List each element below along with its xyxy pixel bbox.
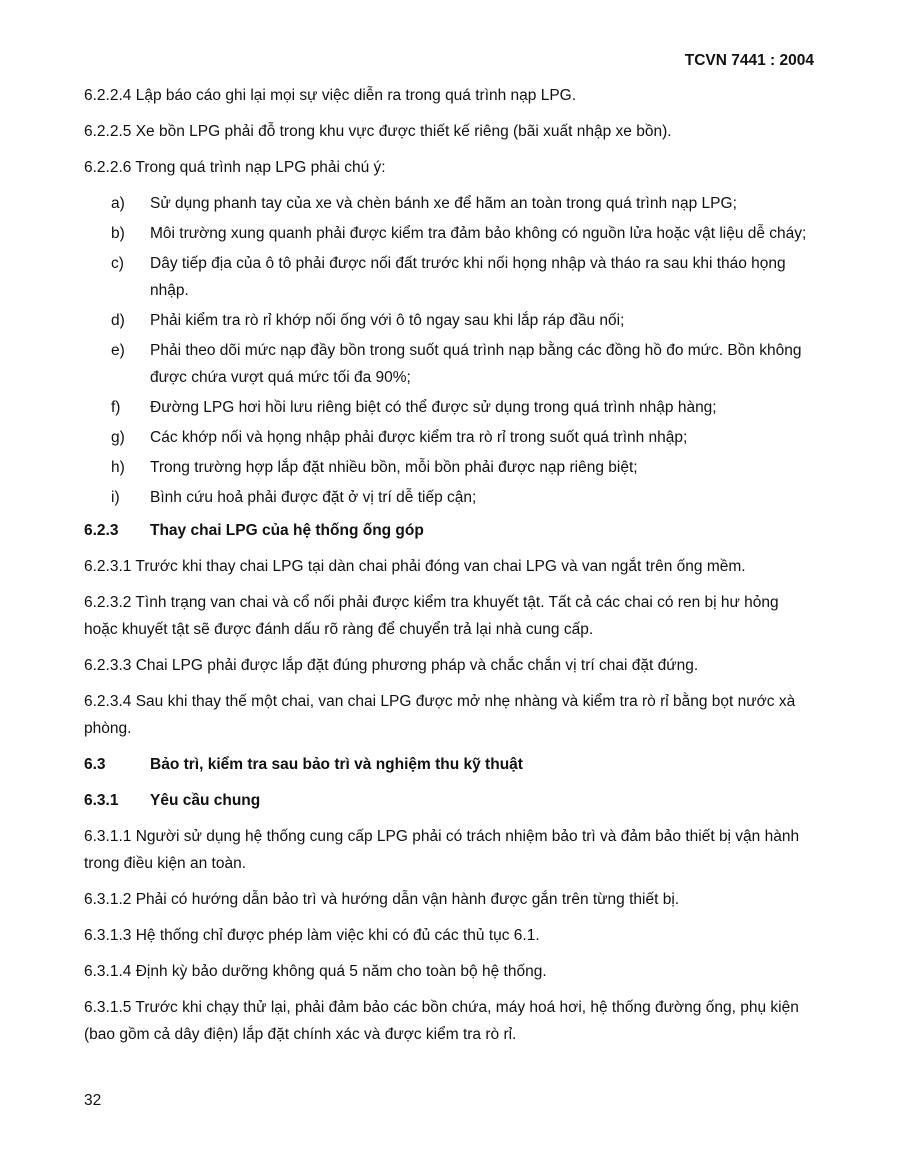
section-title: Thay chai LPG của hệ thống ống góp: [150, 522, 424, 539]
section-title: Bảo trì, kiểm tra sau bảo trì và nghiệm thu kỹ thuật: [150, 756, 523, 773]
section-title: Yêu cầu chung: [150, 792, 261, 809]
paragraph-6-3-1-1: 6.3.1.1 Người sử dụng hệ thống cung cấp LPG phải có trách nhiệm bảo trì và đảm bảo thiết bị vận hành trong điều kiện an toàn.: [84, 828, 800, 872]
paragraph-6-2-2-4: 6.2.2.4 Lập báo cáo ghi lại mọi sự việc diễn ra trong quá trình nạp LPG.: [84, 87, 577, 104]
section-heading-6-3-1: [84, 787, 816, 814]
list-item: [84, 220, 816, 247]
list-item-text: Bình cứu hoả phải được đặt ở vị trí dễ tiếp cận;: [150, 489, 477, 506]
list-item-label: f): [111, 399, 121, 416]
paragraph-6-3-1-4: 6.3.1.4 Định kỳ bảo dưỡng không quá 5 năm cho toàn bộ hệ thống.: [84, 963, 547, 980]
list-item: [84, 454, 816, 481]
precaution-list: [84, 190, 816, 511]
paragraph-6-3-1-2: 6.3.1.2 Phải có hướng dẫn bảo trì và hướng dẫn vận hành được gắn trên từng thiết bị.: [84, 891, 680, 908]
page-content: [84, 82, 816, 1057]
list-item-text: Phải theo dõi mức nạp đầy bồn trong suốt quá trình nạp bằng các đồng hồ đo mức. Bồn không được chứa vượt quá mức tối đa 90%;: [150, 342, 802, 386]
list-item: [84, 424, 816, 451]
list-item: [84, 190, 816, 217]
list-item-text: Các khớp nối và họng nhập phải được kiểm tra rò rỉ trong suốt quá trình nhập;: [150, 429, 688, 446]
paragraph-6-2-3-2: 6.2.3.2 Tình trạng van chai và cổ nối phải được kiểm tra khuyết tật. Tất cả các chai có ren bị hư hỏng hoặc khuyết tật sẽ được đánh dấu rõ ràng để chuyển trả lại nhà cung cấp.: [84, 594, 779, 638]
list-item: [84, 484, 816, 511]
section-number: 6.2.3: [84, 522, 119, 539]
list-item: [84, 394, 816, 421]
list-item-label: c): [111, 255, 124, 272]
list-item-label: a): [111, 195, 125, 212]
paragraph-6-2-3-4: 6.2.3.4 Sau khi thay thế một chai, van chai LPG được mở nhẹ nhàng và kiểm tra rò rỉ bằng bọt nước xà phòng.: [84, 693, 796, 737]
list-item-label: d): [111, 312, 125, 329]
list-item-text: Dây tiếp địa của ô tô phải được nối đất trước khi nối họng nhập và tháo ra sau khi tháo họng nhập.: [150, 255, 786, 299]
list-item: [84, 337, 816, 391]
list-item: [84, 307, 816, 334]
list-item-text: Đường LPG hơi hồi lưu riêng biệt có thể được sử dụng trong quá trình nhập hàng;: [150, 399, 717, 416]
list-item-label: g): [111, 429, 125, 446]
section-heading-6-3: [84, 751, 816, 778]
section-number: 6.3: [84, 756, 106, 773]
list-item: [84, 250, 816, 304]
list-item-text: Sử dụng phanh tay của xe và chèn bánh xe để hãm an toàn trong quá trình nạp LPG;: [150, 195, 737, 212]
list-item-text: Phải kiểm tra rò rỉ khớp nối ống với ô tô ngay sau khi lắp ráp đầu nối;: [150, 312, 625, 329]
paragraph-6-2-2-5: 6.2.2.5 Xe bồn LPG phải đỗ trong khu vực được thiết kế riêng (bãi xuất nhập xe bồn).: [84, 123, 672, 140]
paragraph-6-2-2-6: 6.2.2.6 Trong quá trình nạp LPG phải chú ý:: [84, 159, 386, 176]
list-item-label: i): [111, 489, 120, 506]
list-item-label: b): [111, 225, 125, 242]
paragraph-6-3-1-5: 6.3.1.5 Trước khi chạy thử lại, phải đảm bảo các bồn chứa, máy hoá hơi, hệ thống đường ống, phụ kiện (bao gồm cả dây điện) lắp đặt chính xác và được kiểm tra rò rỉ.: [84, 999, 799, 1043]
document-code: TCVN 7441 : 2004: [684, 52, 814, 69]
list-item-text: Trong trường hợp lắp đặt nhiều bồn, mỗi bồn phải được nạp riêng biệt;: [150, 459, 638, 476]
list-item-text: Môi trường xung quanh phải được kiểm tra đảm bảo không có nguồn lửa hoặc vật liệu dễ cháy;: [150, 225, 807, 242]
list-item-label: h): [111, 459, 125, 476]
list-item-label: e): [111, 342, 125, 359]
paragraph-6-3-1-3: 6.3.1.3 Hệ thống chỉ được phép làm việc khi có đủ các thủ tục 6.1.: [84, 927, 540, 944]
paragraph-6-2-3-3: 6.2.3.3 Chai LPG phải được lắp đặt đúng phương pháp và chắc chắn vị trí chai đặt đứng.: [84, 657, 699, 674]
paragraph-6-2-3-1: 6.2.3.1 Trước khi thay chai LPG tại dàn chai phải đóng van chai LPG và van ngắt trên ống mềm.: [84, 558, 746, 575]
page-number: 32: [84, 1092, 102, 1109]
section-number: 6.3.1: [84, 792, 119, 809]
section-heading-6-2-3: [84, 517, 816, 544]
